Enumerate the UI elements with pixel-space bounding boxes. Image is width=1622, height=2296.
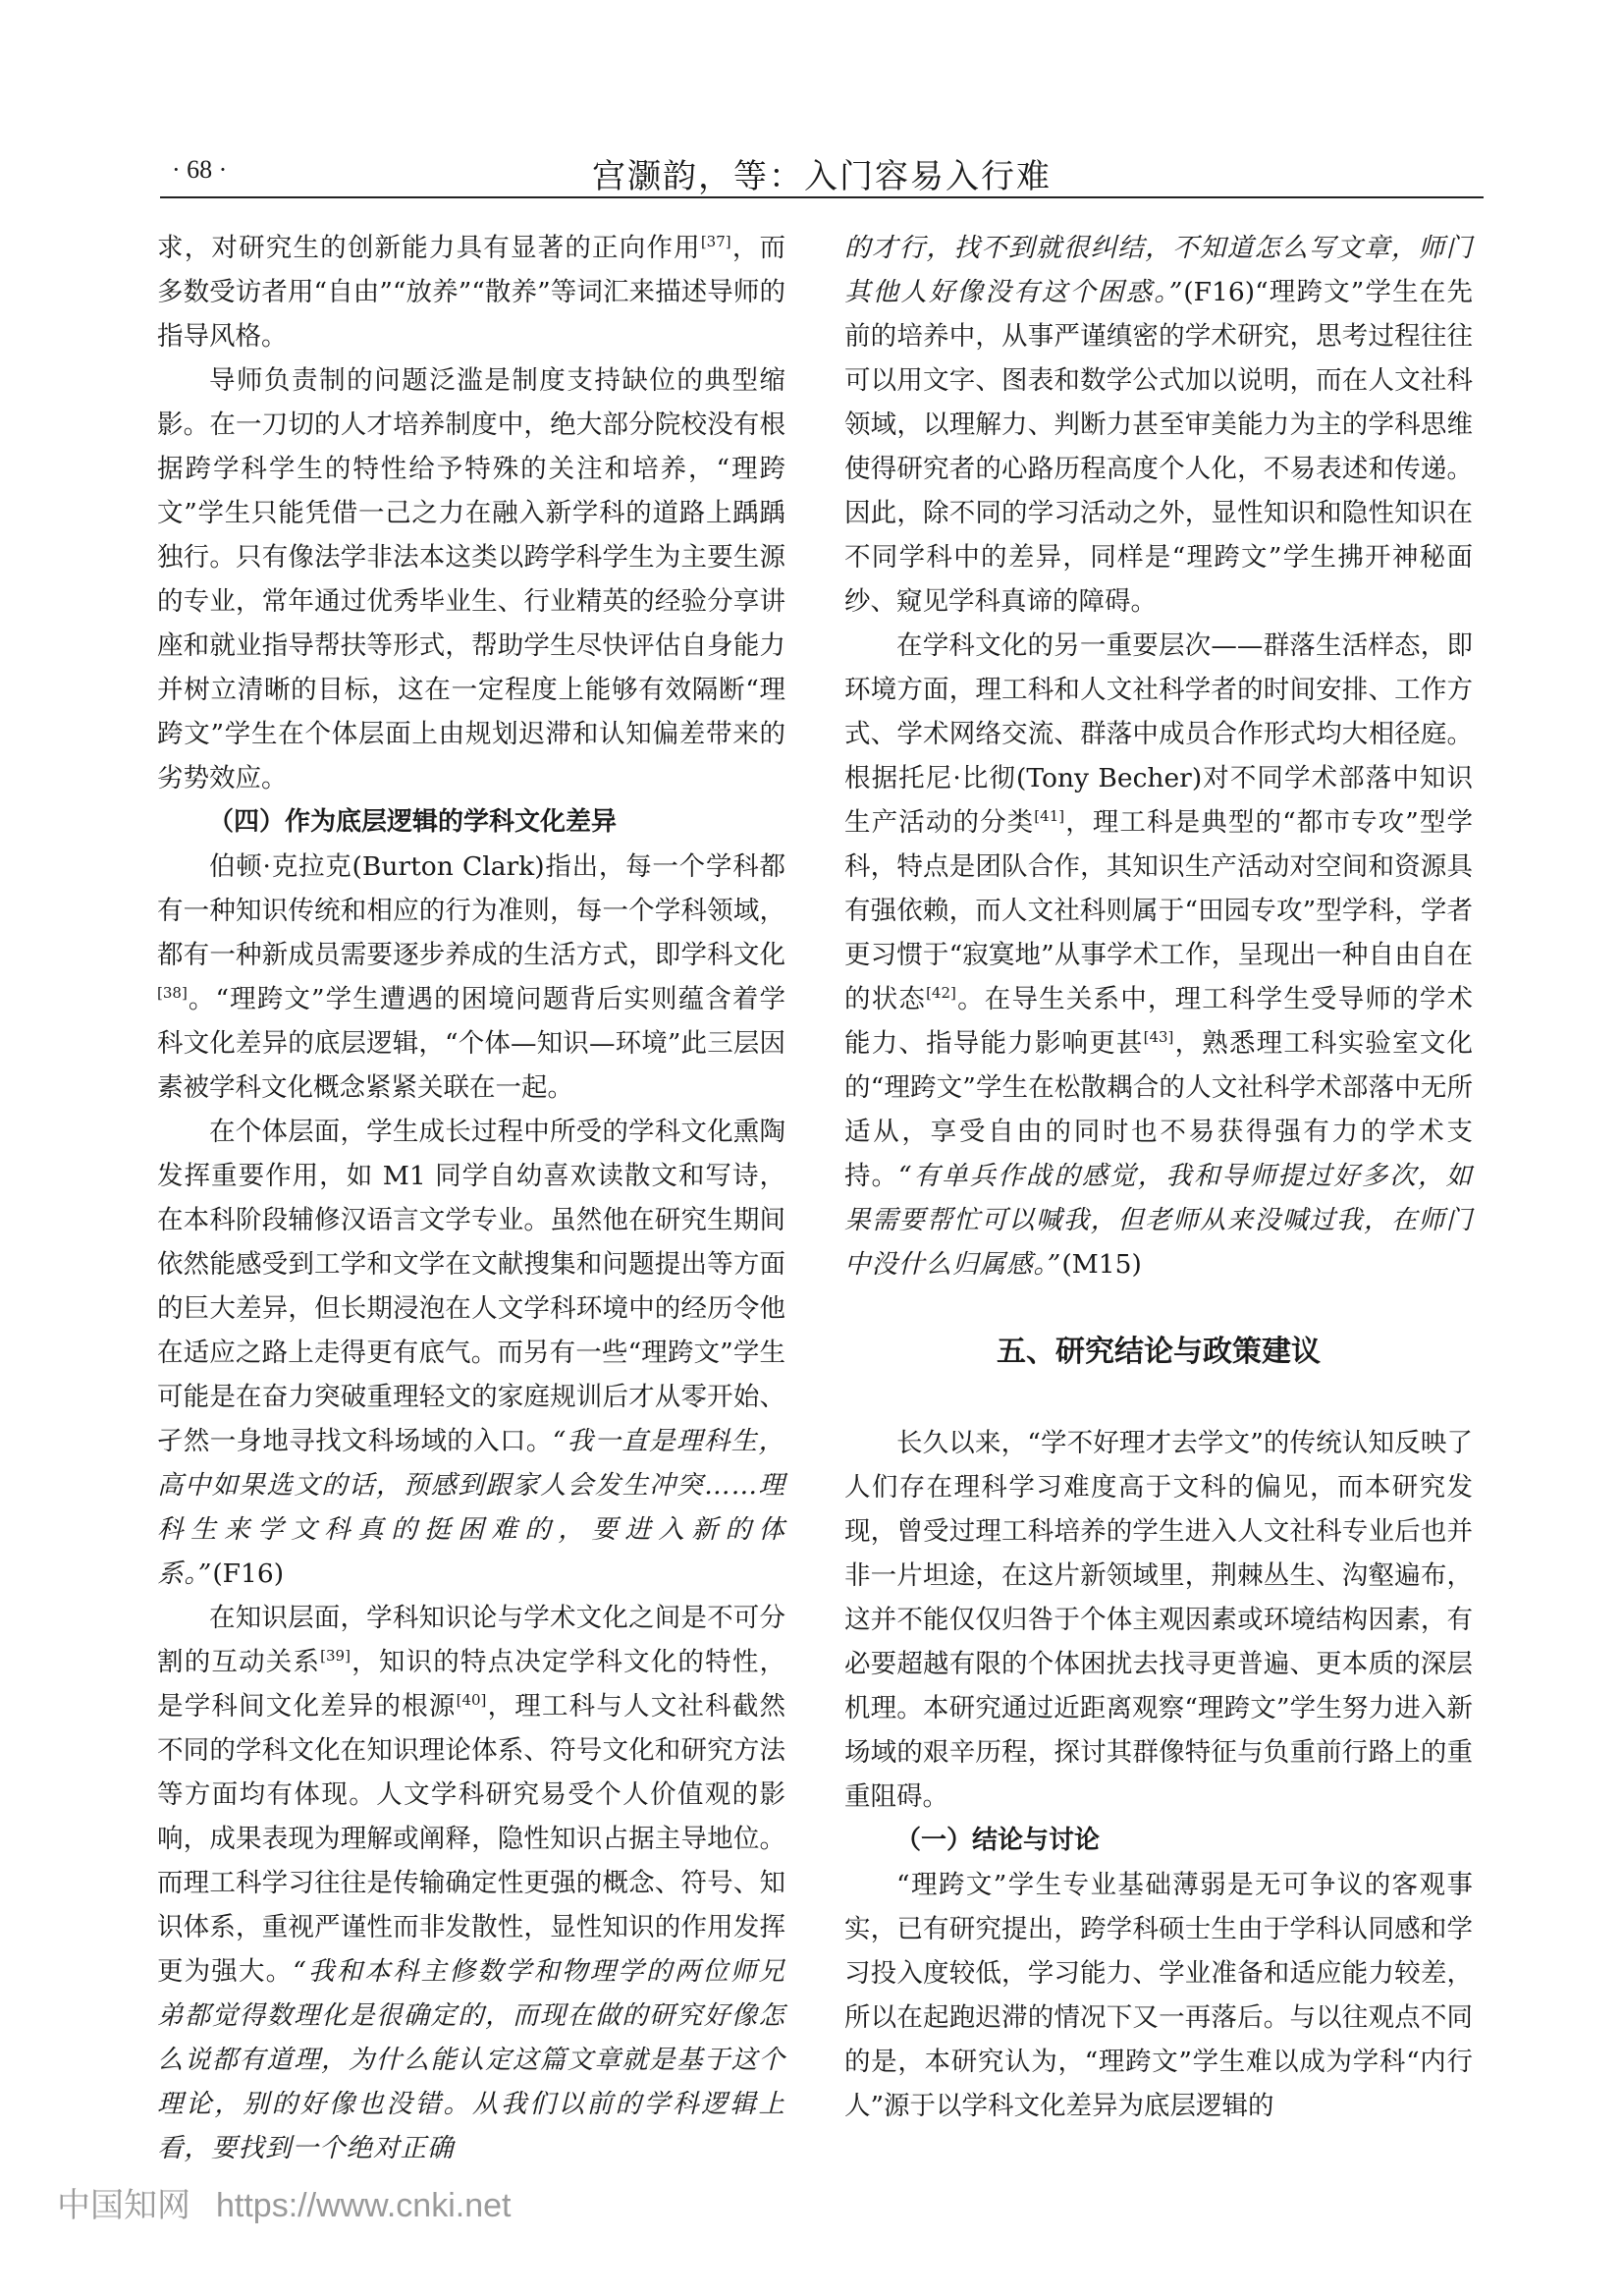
paragraph: 在个体层面，学生成长过程中所受的学科文化熏陶发挥重要作用，如 M1 同学自幼喜欢读散文和写诗，在本科阶段辅修汉语言文学专业。虽然他在研究生期间依然能感受到工学和文学在文献搜集和问题提出等方面的巨大差异，但长期浸泡在人文学科环境中的经历令他在适应之路上走得更有底气。而另有一些“理跨文”学生可能是在奋力突破重理轻文的家庭规训后才从零开始、孑然一身地寻找文科场域的入口。“我一直是理科生，高中如果选文的话，预感到跟家人会发生冲突……理科生来学文科真的挺困难的，要进入新的体系。”(F16) [157,1117,785,1589]
citation-ref[interactable]: [41] [1034,807,1065,826]
section-title: 五、研究结论与政策建议 [997,1335,1321,1369]
paragraph: “理跨文”学生专业基础薄弱是无可争议的客观事实，已有研究提出，跨学科硕士生由于学科认同感和学习投入度较低，学习能力、学业准备和适应能力较差，所以在起跑迟滞的情况下又一再落后。与以往观点不同的是，本研究认为，“理跨文”学生难以成为学科“内行人”源于以学科文化差异为底层逻辑的 [844,1870,1473,2121]
subheading: （一）结论与讨论 [895,1826,1101,1855]
interview-quote: “我和本科主修数学和物理学的两位师兄弟都觉得数理化是很确定的，而现在做的研究好像怎么说都有道理，为什么能认定这篇文章就是基于这个理论，别的好像也没错。从我们以前的学科逻辑上看，要找到一个绝对正确 [157,1956,785,2163]
interview-quote: “有单兵作战的感觉，我和导师提过好多次，如果需要帮忙可以喊我，但老师从来没喊过我，在师门中没什么归属感。” [844,1161,1473,1280]
right-column [844,226,1473,2128]
watermark-url[interactable]: https://www.cnki.net [216,2187,512,2224]
page-number: · 68 · [172,155,228,184]
cnki-watermark [57,2178,511,2226]
watermark-site: 中国知网 [57,2186,190,2225]
citation-ref[interactable]: [43] [1143,1028,1174,1047]
interview-quote: “我一直是理科生，高中如果选文的话，预感到跟家人会发生冲突……理科生来学文科真的挺困难的，要进入新的体系。” [157,1426,785,1589]
interviewee-code: (F16) [212,1558,285,1589]
paragraph: 求，对研究生的创新能力具有显著的正向作用[37]，而多数受访者用“自由”“放养”“散养”等词汇来描述导师的指导风格。 [157,233,786,352]
citation-ref[interactable]: [37] [700,233,731,251]
left-column [157,226,785,2170]
subheading: （四）作为底层逻辑的学科文化差异 [208,807,618,837]
running-title: 宫灏韵，等：入门容易入行难 [592,157,1052,196]
interview-quote: 的才行，找不到就很纠结，不知道怎么写文章，师门其他人好像没有这个困惑。” [844,233,1473,307]
paragraph: 在知识层面，学科知识论与学术文化之间是不可分割的互动关系[39]，知识的特点决定学科文化的特性，是学科间文化差异的根源[40]，理工科与人文社科截然不同的学科文化在知识理论体系、符号文化和研究方法等方面均有体现。人文学科研究易受个人价值观的影响，成果表现为理解或阐释，隐性知识占据主导地位。而理工科学习往往是传输确定性更强的概念、符号、知识体系，重视严谨性而非发散性，显性知识的作用发挥更为强大。“我和本科主修数学和物理学的两位师兄弟都觉得数理化是很确定的，而现在做的研究好像怎么说都有道理，为什么能认定这篇文章就是基于这个理论，别的好像也没错。从我们以前的学科逻辑上看，要找到一个绝对正确 [157,1603,786,2163]
running-header [160,145,1484,196]
interviewee-code: (M15) [1061,1249,1142,1280]
citation-ref[interactable]: [40] [456,1691,487,1710]
paragraph: 的才行，找不到就很纠结，不知道怎么写文章，师门其他人好像没有这个困惑。”(F16)“理跨文”学生在先前的培养中，从事严谨缜密的学术研究，思考过程往往可以用文字、图表和数学公式加以说明，而在人文社科领域，以理解力、判断力甚至审美能力为主的学科思维使得研究者的心路历程高度个人化，不易表述和传递。因此，除不同的学习活动之外，显性知识和隐性知识在不同学科中的差异，同样是“理跨文”学生拂开神秘面纱、窥见学科真谛的障碍。 [844,233,1473,617]
citation-ref[interactable]: [39] [320,1647,351,1666]
paragraph: 在学科文化的另一重要层次——群落生活样态，即环境方面，理工科和人文社科学者的时间安排、工作方式、学术网络交流、群落中成员合作形式均大相径庭。根据托尼·比彻(Tony Becher)对不同学术部落中知识生产活动的分类[41]，理工科是典型的“都市专攻”型学科，特点是团队合作，其知识生产活动对空间和资源具有强依赖，而人文社科则属于“田园专攻”型学科，学者更习惯于“寂寞地”从事学术工作，呈现出一种自由自在的状态[42]。在导生关系中，理工科学生受导师的学术能力、指导能力影响更甚[43]，熟悉理工科实验室文化的“理跨文”学生在松散耦合的人文社科学术部落中无所适从，享受自由的同时也不易获得强有力的学术支持。“有单兵作战的感觉，我和导师提过好多次，如果需要帮忙可以喊我，但老师从来没喊过我，在师门中没什么归属感。”(M15) [844,630,1474,1280]
paragraph: 导师负责制的问题泛滥是制度支持缺位的典型缩影。在一刀切的人才培养制度中，绝大部分院校没有根据跨学科学生的特性给予特殊的关注和培养，“理跨文”学生只能凭借一己之力在融入新学科的道路上踽踽独行。只有像法学非法本这类以跨学科学生为主要生源的专业，常年通过优秀毕业生、行业精英的经验分享讲座和就业指导帮扶等形式，帮助学生尽快评估自身能力并树立清晰的目标，这在一定程度上能够有效隔断“理跨文”学生在个体层面上由规划迟滞和认知偏差带来的劣势效应。 [157,365,785,793]
citation-ref[interactable]: [38] [157,984,188,1003]
paragraph: 长久以来，“学不好理才去学文”的传统认知反映了人们存在理科学习难度高于文科的偏见，而本研究发现，曾受过理工科培养的学生进入人文社科专业后也并非一片坦途，在这片新领域里，荆棘丛生、沟壑遍布，这并不能仅仅归咎于个体主观因素或环境结构因素，有必要超越有限的个体困扰去找寻更普遍、更本质的深层机理。本研究通过近距离观察“理跨文”学生努力进入新场域的艰辛历程，探讨其群像特征与负重前行路上的重重阻碍。 [844,1428,1473,1812]
citation-ref[interactable]: [42] [926,984,956,1003]
paragraph: 伯顿·克拉克(Burton Clark)指出，每一个学科都有一种知识传统和相应的行为准则，每一个学科领域，都有一种新成员需要逐步养成的生活方式，即学科文化[38]。“理跨文”学生遭遇的困境问题背后实则蕴含着学科文化差异的底层逻辑，“个体—知识—环境”此三层因素被学科文化概念紧紧关联在一起。 [157,851,785,1103]
header-rule [160,196,1484,198]
